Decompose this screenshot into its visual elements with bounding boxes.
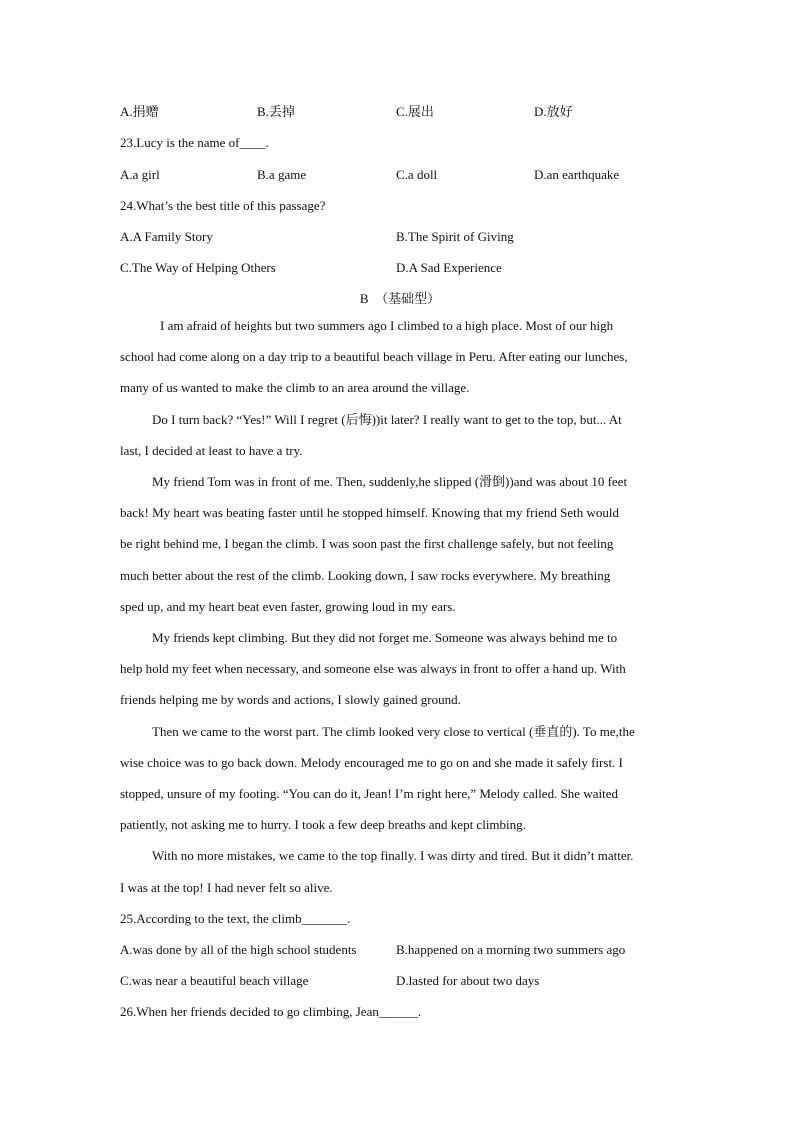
q22-option-c: C.展出 xyxy=(396,104,434,119)
q25-option-b: B.happened on a morning two summers ago xyxy=(396,942,626,957)
q24-option-d: D.A Sad Experience xyxy=(396,260,502,275)
q22-option-a: A.捐赠 xyxy=(120,104,159,119)
passage-line: I am afraid of heights but two summers ago I climbed to a high place. Most of our high xyxy=(160,318,614,333)
passage-line: wise choice was to go back down. Melody encouraged me to go on and she made it safely first. I xyxy=(120,755,623,770)
passage-line: I was at the top! I had never felt so alive. xyxy=(120,880,333,895)
q25-option-d: D.lasted for about two days xyxy=(396,973,540,988)
passage-line: stopped, unsure of my footing. “You can do it, Jean! I’m right here,” Melody called. She waited xyxy=(120,786,618,801)
q24-option-c: C.The Way of Helping Others xyxy=(120,260,276,275)
passage-line: sped up, and my heart beat even faster, growing loud in my ears. xyxy=(120,599,456,614)
passage-line: My friend Tom was in front of me. Then, suddenly,he slipped (滑倒))and was about 10 feet xyxy=(152,474,628,489)
section-heading: B （基础型） xyxy=(359,291,441,306)
q23-option-c: C.a doll xyxy=(396,167,438,182)
passage-line: last, I decided at least to have a try. xyxy=(120,443,303,458)
q25-option-c: C.was near a beautiful beach village xyxy=(120,973,309,988)
passage-line: friends helping me by words and actions, I slowly gained ground. xyxy=(120,692,461,707)
q25-option-a: A.was done by all of the high school students xyxy=(120,942,357,957)
passage-line: My friends kept climbing. But they did not forget me. Someone was always behind me to xyxy=(152,630,618,645)
passage-line: help hold my feet when necessary, and someone else was always in front to offer a hand up. With xyxy=(120,661,626,676)
q23-option-a: A.a girl xyxy=(120,167,160,182)
q23-question: 23.Lucy is the name of____. xyxy=(120,135,269,150)
q23-option-d: D.an earthquake xyxy=(534,167,620,182)
q25-question: 25.According to the text, the climb_______. xyxy=(120,911,351,926)
q24-question: 24.What’s the best title of this passage? xyxy=(120,198,326,213)
passage-line: be right behind me, I began the climb. I was soon past the first challenge safely, but not feeling xyxy=(120,536,614,551)
passage-line: Then we came to the worst part. The climb looked very close to vertical (垂直的). To me,the xyxy=(152,724,635,739)
q24-option-a: A.A Family Story xyxy=(120,229,213,244)
passage-line: With no more mistakes, we came to the top finally. I was dirty and tired. But it didn’t matter. xyxy=(152,848,634,863)
q22-option-b: B.丢掉 xyxy=(257,104,295,119)
passage-line: Do I turn back? “Yes!” Will I regret (后悔))it later? I really want to get to the top, but... At xyxy=(152,412,622,427)
q26-question: 26.When her friends decided to go climbing, Jean______. xyxy=(120,1004,422,1019)
passage-line: much better about the rest of the climb. Looking down, I saw rocks everywhere. My breathing xyxy=(120,568,611,583)
q22-option-d: D.放好 xyxy=(534,104,573,119)
q23-option-b: B.a game xyxy=(257,167,307,182)
passage-line: back! My heart was beating faster until he stopped himself. Knowing that my friend Seth would xyxy=(120,505,619,520)
passage-line: patiently, not asking me to hurry. I took a few deep breaths and kept climbing. xyxy=(120,817,526,832)
passage-line: many of us wanted to make the climb to an area around the village. xyxy=(120,380,470,395)
passage-line: school had come along on a day trip to a beautiful beach village in Peru. After eating our lunches, xyxy=(120,349,628,364)
q24-option-b: B.The Spirit of Giving xyxy=(396,229,514,244)
